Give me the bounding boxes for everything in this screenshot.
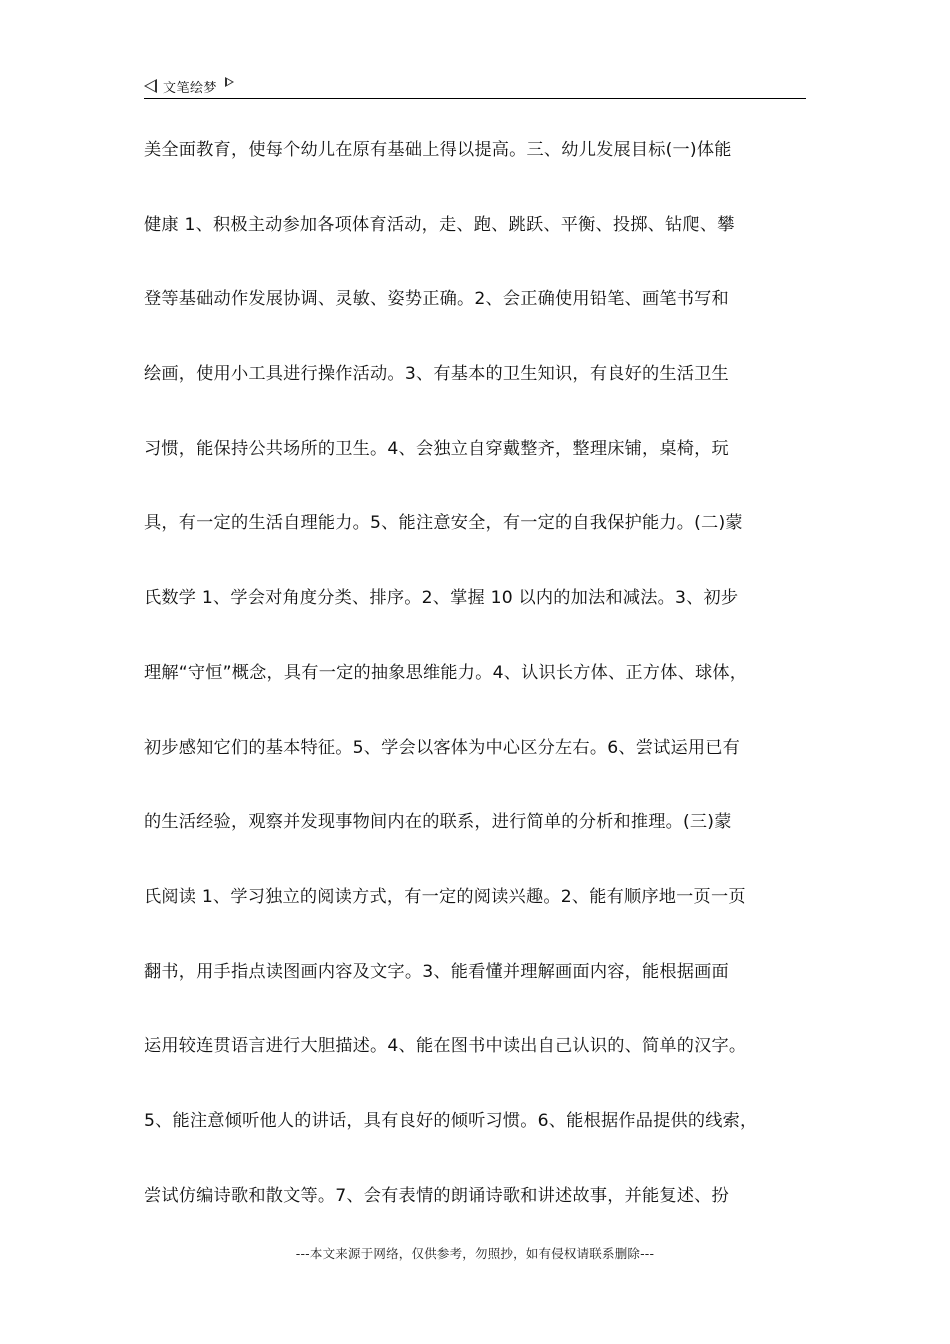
text-line: 绘画，使用小工具进行操作活动。3、有基本的卫生知识，有良好的生活卫生 — [144, 364, 729, 385]
text-line: 具，有一定的生活自理能力。5、能注意安全，有一定的自我保护能力。(二)蒙 — [144, 513, 743, 534]
triangle-right-outline-icon — [225, 77, 234, 87]
text-line: 翻书，用手指点读图画内容及文字。3、能看懂并理解画面内容，能根据画面 — [144, 961, 729, 982]
text-line: 健康 1、积极主动参加各项体育活动，走、跑、跳跃、平衡、投掷、钻爬、攀 — [144, 214, 735, 235]
text-line: 美全面教育，使每个幼儿在原有基础上得以提高。三、幼儿发展目标(一)体能 — [144, 140, 732, 160]
text-line: 初步感知它们的基本特征。5、学会以客体为中心区分左右。6、尝试运用已有 — [144, 737, 741, 758]
text-line: 氏数学 1、学会对角度分类、排序。2、掌握 10 以内的加法和减法。3、初步 — [144, 588, 739, 609]
text-line: 的生活经验，观察并发现事物间内在的联系，进行简单的分析和推理。(三)蒙 — [144, 812, 732, 833]
triangle-left-outline-icon — [144, 79, 157, 93]
text-line: 尝试仿编诗歌和散文等。7、会有表情的朗诵诗歌和讲述故事，并能复述、扮 — [144, 1185, 729, 1206]
text-line: 理解“守恒”概念，具有一定的抽象思维能力。4、认识长方体、正方体、球体， — [144, 662, 748, 683]
text-line: 登等基础动作发展协调、灵敏、姿势正确。2、会正确使用铅笔、画笔书写和 — [144, 289, 729, 310]
header-title: 文笔绘梦 — [163, 80, 218, 96]
body-text — [144, 130, 844, 1250]
page-header — [144, 74, 806, 99]
text-line: 运用较连贯语言进行大胆描述。4、能在图书中读出自己认识的、简单的汉字。 — [144, 1036, 747, 1057]
text-line: 习惯，能保持公共场所的卫生。4、会独立自穿戴整齐，整理床铺，桌椅，玩 — [144, 438, 729, 459]
text-line: 5、能注意倾听他人的讲话，具有良好的倾听习惯。6、能根据作品提供的线索， — [144, 1110, 758, 1131]
page-footer: ---本文来源于网络，仅供参考，勿照抄，如有侵权请联系删除--- — [295, 1246, 655, 1261]
text-line: 氏阅读 1、学习独立的阅读方式，有一定的阅读兴趣。2、能有顺序地一页一页 — [144, 886, 746, 907]
